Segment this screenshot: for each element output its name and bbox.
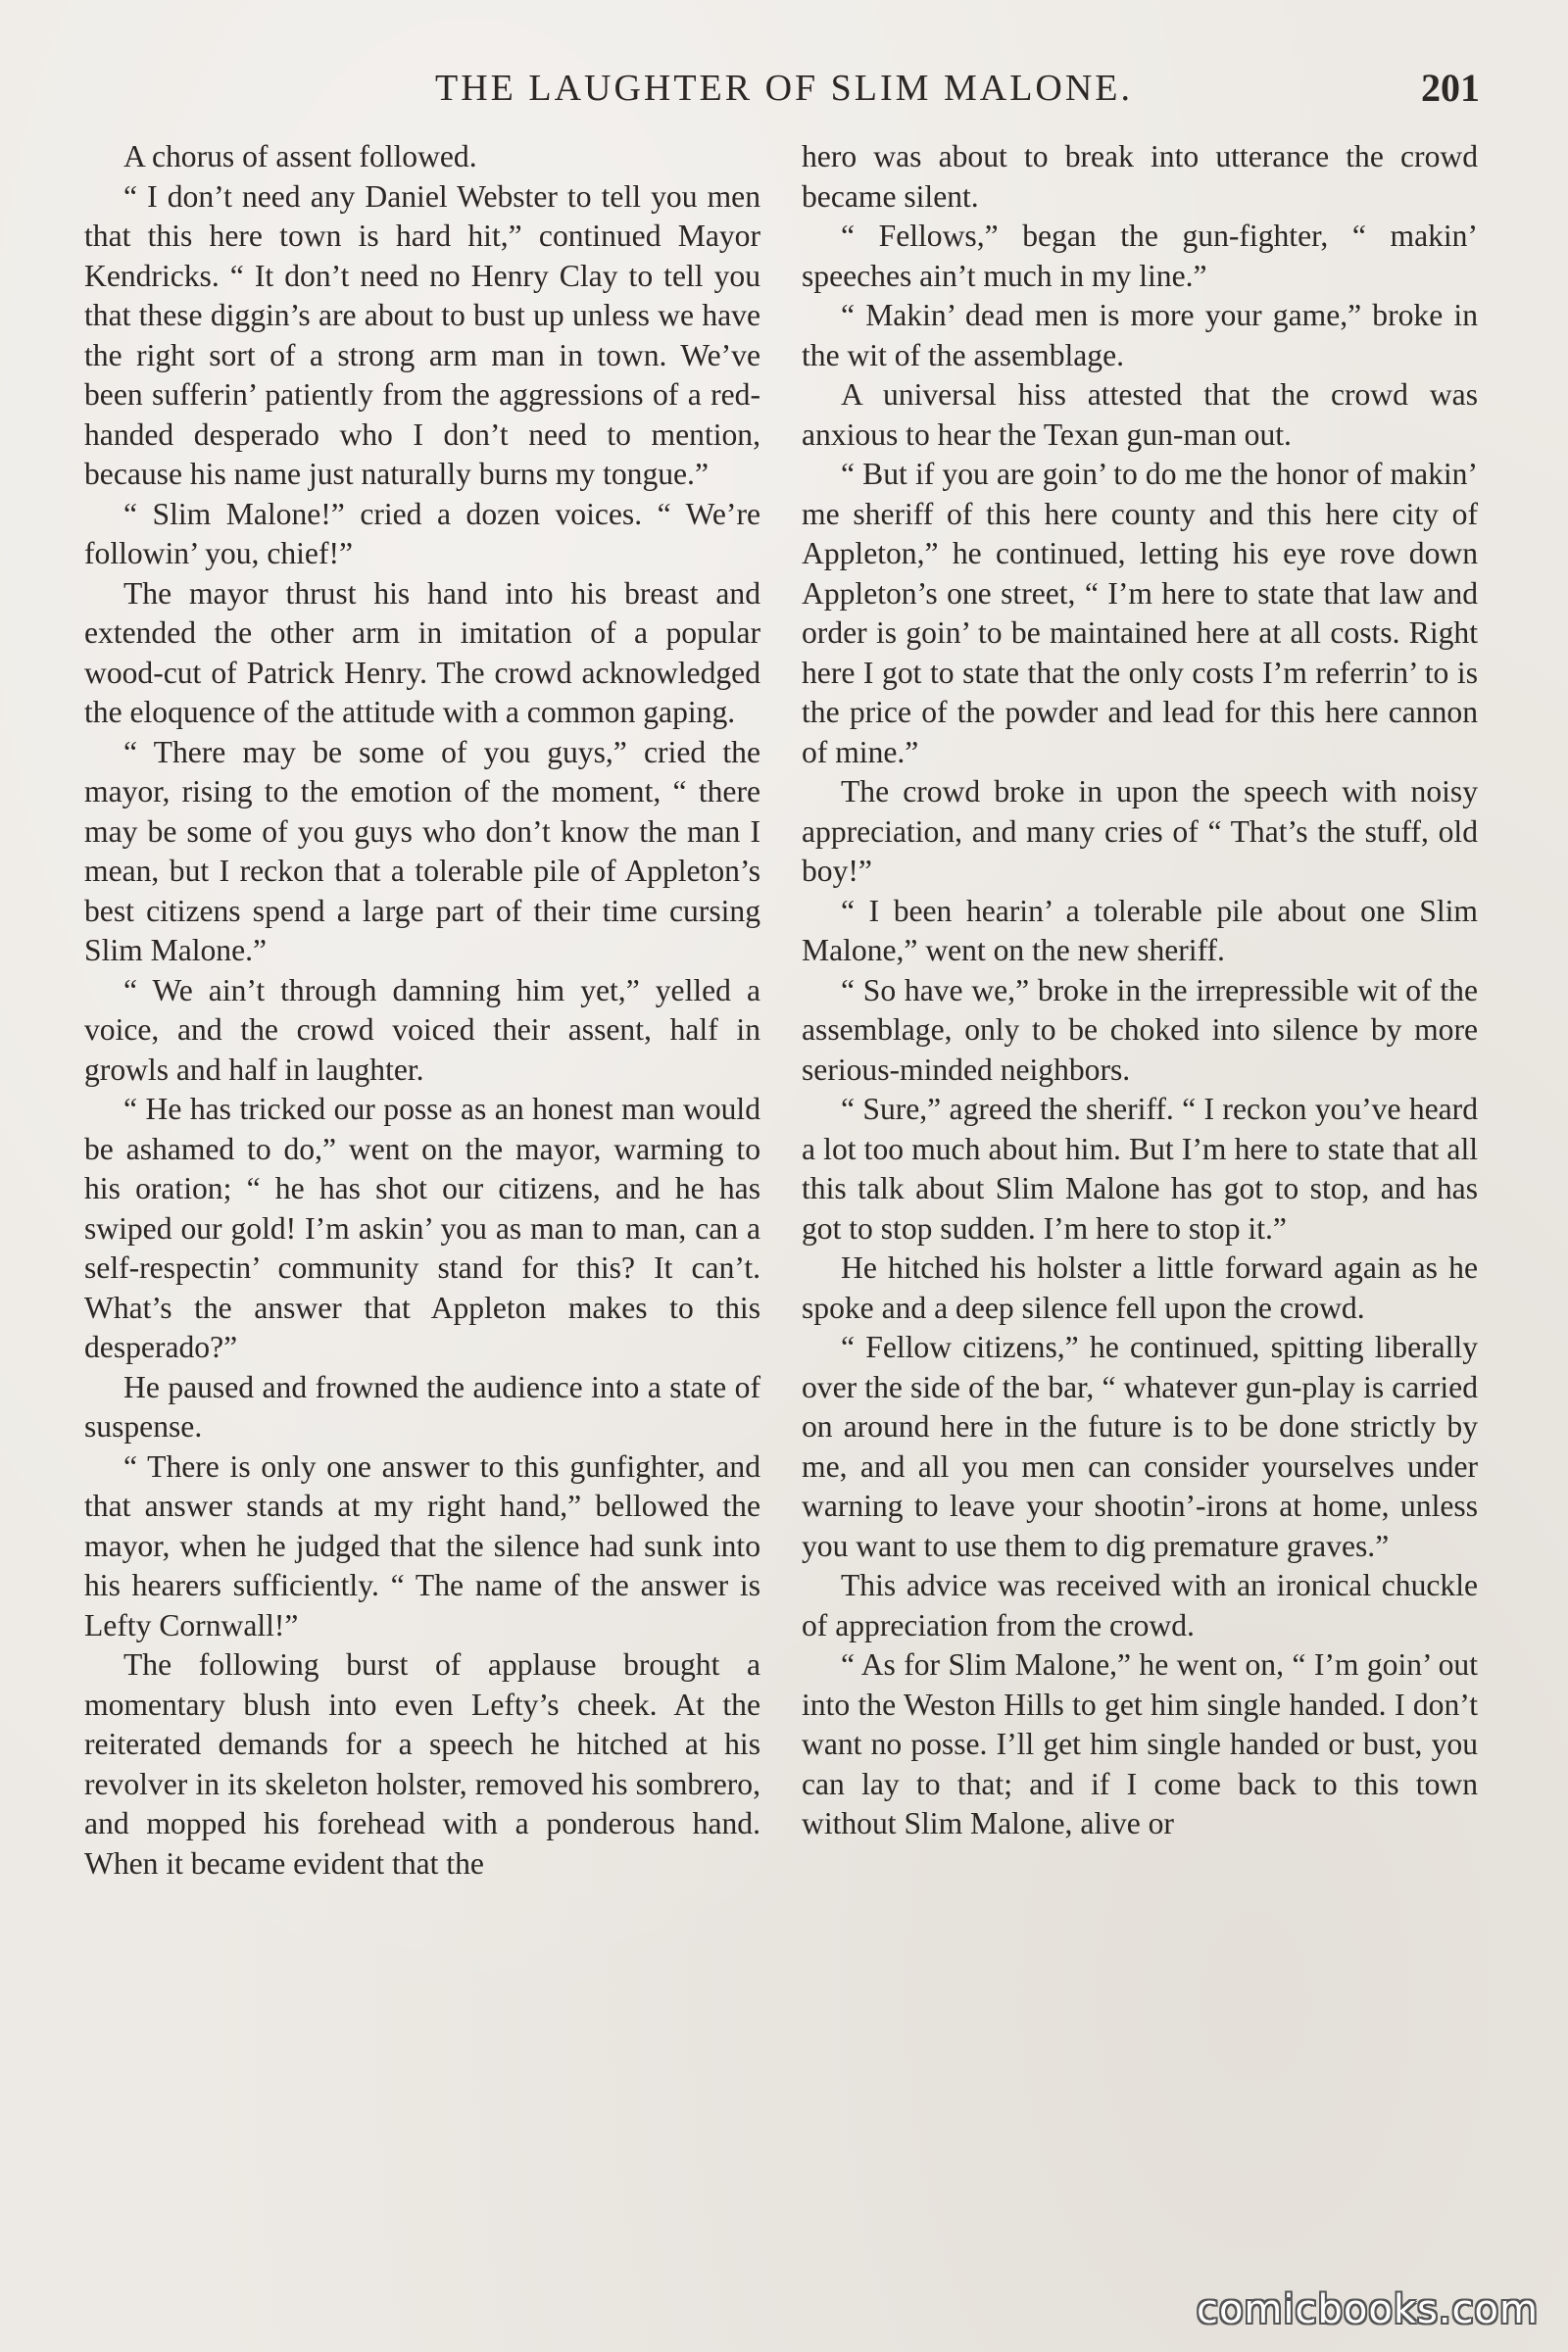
page-header (88, 67, 1480, 116)
watermark: comicbooks.com (1196, 2287, 1539, 2332)
left-column (84, 137, 760, 1884)
page-number: 201 (1421, 66, 1480, 110)
paragraph: “ Makin’ dead men is more your game,” broke in the wit of the assemblage. (802, 298, 1478, 372)
paragraph-continued: hero was about to break into utterance the crowd became silent. (802, 139, 1478, 214)
paragraph: “ There may be some of you guys,” cried the mayor, rising to the emotion of the moment, “ there may be some of you guys who don’t know the man I mean, but I reckon that a tolerable pile of Appleton’s best citizens spend a large part of their time cursing Slim Malone.” (84, 734, 760, 967)
paragraph: “ Slim Malone!” cried a dozen voices. “ We’re followin’ you, chief!” (84, 496, 760, 570)
paragraph: A universal hiss attested that the crowd was anxious to hear the Texan gun-man out. (802, 377, 1478, 452)
paragraph: “ He has tricked our posse as an honest man would be ashamed to do,” went on the mayor, warming to his oration; “ he has shot our citizens, and he has swiped our gold! I’m askin’ you as man to man, can a self-respectin’ community stand for this? It can’t. What’s the answer that Appleton makes to this desperado?” (84, 1092, 760, 1364)
paragraph: A chorus of assent followed. (123, 139, 477, 173)
paragraph: He paused and frowned the audience into a state of suspense. (84, 1369, 760, 1444)
paragraph: “ Fellow citizens,” he continued, spitting liberally over the side of the bar, “ whatever gun-play is carried on around here in the future is to be done strictly by me, and all you men can consider yourselves under warning to leave your shootin’-irons at home, unless you want to use them to dig premature graves.” (802, 1330, 1478, 1563)
paragraph: “ As for Slim Malone,” he went on, “ I’m goin’ out into the Weston Hills to get him single handed. I don’t want no posse. I’ll get him single handed or bust, you can lay to that; and if I come back to this town without Slim Malone, alive or (802, 1647, 1478, 1840)
paragraph: “ Fellows,” began the gun-fighter, “ makin’ speeches ain’t much in my line.” (802, 219, 1478, 293)
paragraph: This advice was received with an ironical chuckle of appreciation from the crowd. (802, 1568, 1478, 1642)
paragraph: The mayor thrust his hand into his breast and extended the other arm in imitation of a popular wood-cut of Patrick Henry. The crowd acknowledged the eloquence of the attitude with a common gaping. (84, 575, 760, 729)
paragraph: “ There is only one answer to this gunfighter, and that answer stands at my right hand,” bellowed the mayor, when he judged that the silence had sunk into his hearers sufficiently. “ The name of the answer is Lefty Cornwall!” (84, 1448, 760, 1642)
paragraph: “ Sure,” agreed the sheriff. “ I reckon you’ve heard a lot too much about him. But I’m here to state that all this talk about Slim Malone has got to stop, and has got to stop sudden. I’m here to stop it.” (802, 1092, 1478, 1246)
running-title: THE LAUGHTER OF SLIM MALONE. (434, 68, 1134, 109)
paragraph: “ So have we,” broke in the irrepressible wit of the assemblage, only to be choked into silence by more serious-minded neighbors. (802, 972, 1478, 1087)
paragraph: The crowd broke in upon the speech with noisy appreciation, and many cries of “ That’s the stuff, old boy!” (802, 774, 1478, 888)
paragraph: “ But if you are goin’ to do me the honor of makin’ me sheriff of this here county and this here city of Appleton,” he continued, letting his eye rove down Appleton’s one street, “ I’m here to state that law and order is goin’ to be maintained here at all costs. Right here I got to state that the only costs I’m referrin’ to is the price of the powder and lead for this here cannon of mine.” (802, 457, 1478, 769)
paragraph: He hitched his holster a little forward again as he spoke and a deep silence fell upon the crowd. (802, 1250, 1478, 1325)
paragraph: “ We ain’t through damning him yet,” yelled a voice, and the crowd voiced their assent, half in growls and half in laughter. (84, 972, 760, 1087)
paragraph: The following burst of applause brought a momentary blush into even Lefty’s cheek. At the reiterated demands for a speech he hitched at his revolver in its skeleton holster, removed his sombrero, and mopped his forehead with a ponderous hand. When it became evident that the (84, 1647, 760, 1881)
right-column (802, 137, 1478, 1844)
paragraph: “ I been hearin’ a tolerable pile about one Slim Malone,” went on the new sheriff. (802, 893, 1478, 967)
paragraph: “ I don’t need any Daniel Webster to tell you men that this here town is hard hit,” continued Mayor Kendricks. “ It don’t need no Henry Clay to tell you that these diggin’s are about to bust up unless we have the right sort of a strong arm man in town. We’ve been sufferin’ patiently from the aggressions of a red-handed desperado who I don’t need to mention, because his name just naturally burns my tongue.” (84, 178, 760, 491)
